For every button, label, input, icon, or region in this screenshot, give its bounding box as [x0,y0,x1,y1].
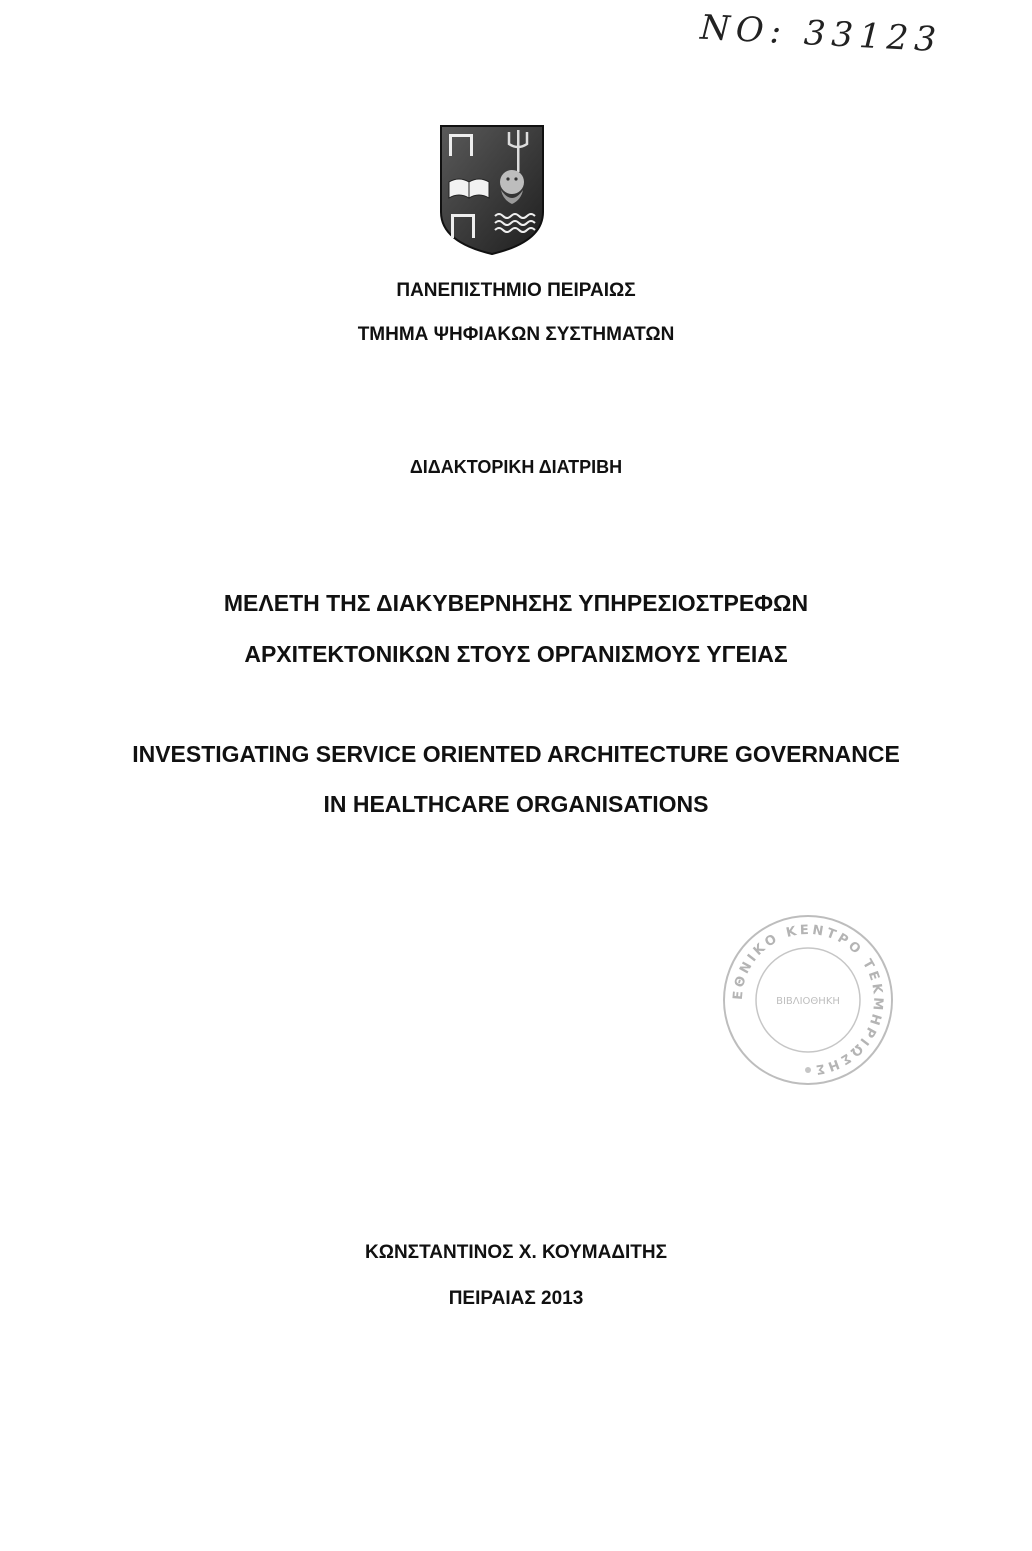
greek-title-line-1: ΜΕΛΕΤΗ ΤΗΣ ΔΙΑΚΥΒΕΡΝΗΣΗΣ ΥΠΗΡΕΣΙΟΣΤΡΕΦΩΝ [223,590,809,616]
university-name: ΠΑΝΕΠΙΣΤΗΜΙΟ ΠΕΙΡΑΙΩΣ [396,280,636,301]
author-name: ΚΩΝΣΤΑΝΤΙΝΟΣ Χ. ΚΟΥΜΑΔΙΤΗΣ [365,1242,667,1263]
english-title-line-1: INVESTIGATING SERVICE ORIENTED ARCHITECTURE GOVERNANCE [132,741,900,767]
department-name: ΤΜΗΜΑ ΨΗΦΙΑΚΩΝ ΣΥΣΤΗΜΑΤΩΝ [357,324,675,345]
greek-title-line-2: ΑΡΧΙΤΕΚΤΟΝΙΚΩΝ ΣΤΟΥΣ ΟΡΓΑΝΙΣΜΟΥΣ ΥΓΕΙΑΣ [244,641,788,667]
handwritten-accession-number: NO: 33123 [699,7,943,61]
library-stamp-icon [720,912,896,1088]
english-title-line-2: IN HEALTHCARE ORGANISATIONS [323,791,709,817]
place-and-year: ΠΕΙΡΑΙΑΣ 2013 [448,1288,584,1309]
stamp-ring-text: ΕΘΝΙΚΟ ΚΕΝΤΡΟ ΤΕΚΜΗΡΙΩΣΗΣ [730,922,886,1077]
stamp-center-text: ΒΙΒΛΙΟΘΗΚΗ [776,996,840,1007]
university-emblem-icon [437,124,547,256]
document-type: ΔΙΔΑΚΤΟΡΙΚΗ ΔΙΑΤΡΙΒΗ [409,457,623,477]
